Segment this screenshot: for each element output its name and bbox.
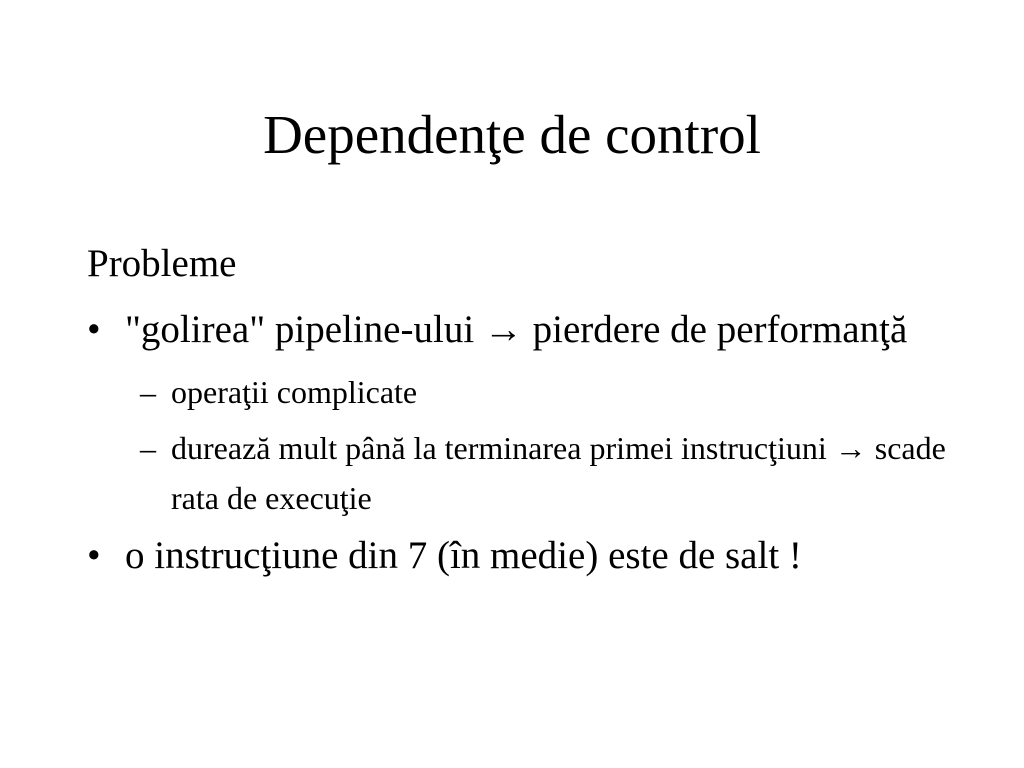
bullet-item-text: "golirea" pipeline-ului → pierdere de performanţă <box>125 308 908 351</box>
sub-item-2 <box>87 423 967 523</box>
bullet-marker: • <box>87 308 101 351</box>
slide-title: Dependenţe de control <box>263 104 761 165</box>
dash-marker: – <box>140 374 156 410</box>
bullet-marker: • <box>87 534 101 577</box>
sub-item-1 <box>87 367 967 417</box>
dash-marker: – <box>140 430 156 466</box>
section-heading: Probleme <box>87 242 237 285</box>
sub-item-text: operaţii complicate <box>171 374 418 410</box>
bullet-item-1 <box>87 305 967 355</box>
slide-body <box>87 240 967 593</box>
bullet-item-text: o instrucţiune din 7 (în medie) este de salt ! <box>125 534 802 577</box>
bullet-item-2 <box>87 531 967 581</box>
sub-item-text: durează mult până la terminarea primei instrucţiuni → scade rata de execuţie <box>171 430 946 516</box>
